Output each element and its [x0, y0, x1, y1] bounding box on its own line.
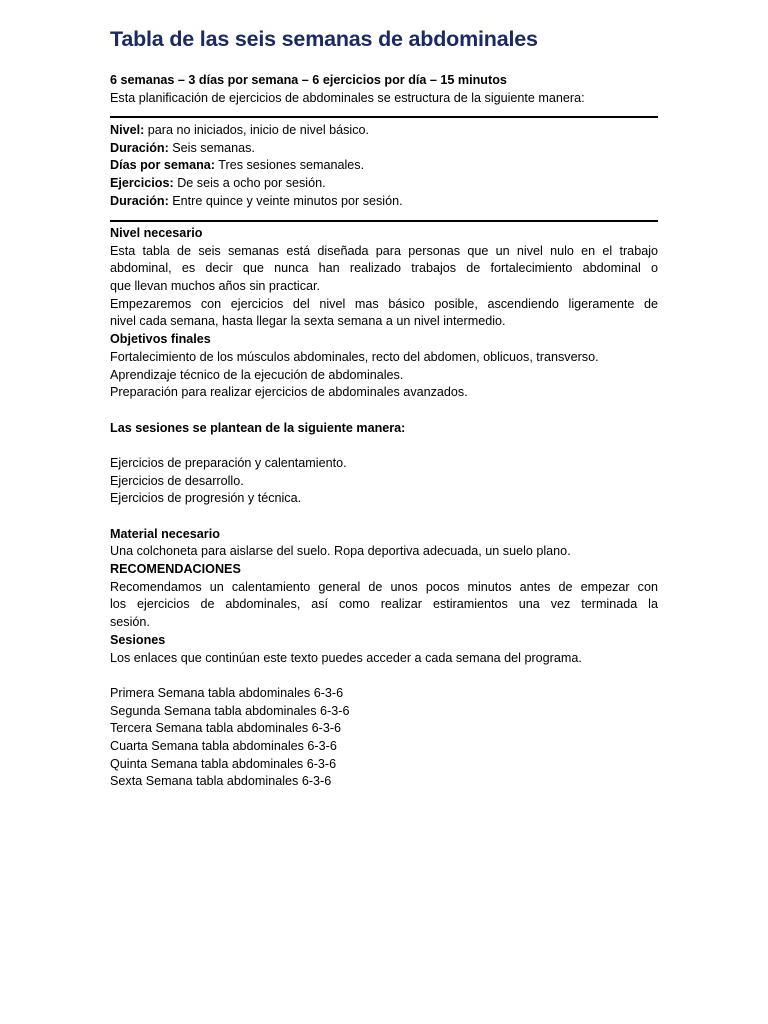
material-heading: Material necesario [110, 526, 220, 541]
divider [110, 220, 658, 222]
spec-value: Entre quince y veinte minutos por sesión. [172, 193, 403, 208]
spec-line [110, 193, 658, 211]
week-link[interactable]: Quinta Semana tabla abdominales 6-3-6 [110, 756, 337, 771]
sesion-plan-item: Ejercicios de desarrollo. [110, 473, 244, 488]
week-link[interactable]: Cuarta Semana tabla abdominales 6-3-6 [110, 738, 337, 753]
paragraph-line: Recomendamos un calentamiento general de unos pocos minutos antes de empezar con [110, 579, 658, 594]
spec-label: Días por semana: [110, 158, 215, 173]
spec-value: Tres sesiones semanales. [218, 158, 365, 173]
sesiones-plan-heading: Las sesiones se plantean de la siguiente manera: [110, 420, 406, 435]
material-text: Una colchoneta para aislarse del suelo. Ropa deportiva adecuada, un suelo plano. [110, 544, 571, 559]
intro-section [110, 72, 658, 107]
objetivos-heading: Objetivos finales [110, 332, 211, 347]
objetivo-item: Aprendizaje técnico de la ejecución de abdominales. [110, 367, 404, 382]
paragraph-line: Esta tabla de seis semanas está diseñada para personas que un nivel nulo en el trabajo [110, 243, 658, 258]
sesion-plan-item: Ejercicios de preparación y calentamiento. [110, 455, 347, 470]
intro-text: Esta planificación de ejercicios de abdominales se estructura de la siguiente manera: [110, 90, 585, 105]
spec-label: Nivel: [110, 123, 145, 137]
paragraph-line: sesión. [110, 615, 150, 630]
spec-line [110, 122, 658, 140]
spec-value: Seis semanas. [172, 140, 255, 155]
spec-value: De seis a ocho por sesión. [177, 176, 326, 191]
spec-line [110, 157, 658, 175]
spec-line [110, 140, 658, 158]
recomendaciones-heading: RECOMENDACIONES [110, 562, 241, 577]
divider [110, 116, 658, 118]
spec-label: Duración: [110, 140, 169, 155]
spec-value: para no iniciados, inicio de nivel básico. [147, 123, 370, 137]
week-link[interactable]: Tercera Semana tabla abdominales 6-3-6 [110, 721, 342, 736]
paragraph-line: abdominal, es decir que nunca han realizado trabajos de fortalecimiento abdominal o [110, 261, 658, 276]
body-section [110, 225, 658, 791]
spec-label: Duración: [110, 193, 169, 208]
paragraph-line: que llevan muchos años sin practicar. [110, 279, 321, 294]
specs-section [110, 122, 658, 210]
objetivo-item: Preparación para realizar ejercicios de abdominales avanzados. [110, 385, 468, 400]
nivel-necesario-heading: Nivel necesario [110, 226, 203, 240]
spec-label: Ejercicios: [110, 176, 174, 191]
paragraph-line: nivel cada semana, hasta llegar la sexta semana a un nivel intermedio. [110, 314, 506, 329]
week-link[interactable]: Segunda Semana tabla abdominales 6-3-6 [110, 703, 350, 718]
paragraph-line: Empezaremos con ejercicios del nivel mas básico posible, ascendiendo ligeramente de [110, 296, 658, 311]
sesion-plan-item: Ejercicios de progresión y técnica. [110, 491, 302, 506]
objetivo-item: Fortalecimiento de los músculos abdominales, recto del abdomen, oblicuos, transverso. [110, 349, 599, 364]
page-title: Tabla de las seis semanas de abdominales [110, 27, 538, 51]
intro-summary: 6 semanas – 3 días por semana – 6 ejercicios por día – 15 minutos [110, 73, 507, 87]
spec-line [110, 175, 658, 193]
sesiones-text: Los enlaces que continúan este texto puedes acceder a cada semana del programa. [110, 650, 582, 665]
sesiones-heading: Sesiones [110, 632, 166, 647]
paragraph-line: los ejercicios de abdominales, así como realizar estiramientos una vez terminada la [110, 597, 658, 612]
week-link[interactable]: Primera Semana tabla abdominales 6-3-6 [110, 685, 344, 700]
week-link[interactable]: Sexta Semana tabla abdominales 6-3-6 [110, 774, 332, 789]
